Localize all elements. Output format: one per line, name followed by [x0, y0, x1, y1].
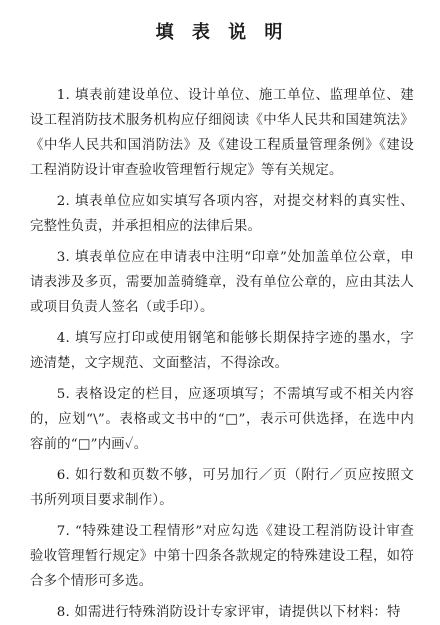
instruction-item-7: 7. “特殊建设工程情形”对应勾选《建设工程消防设计审查验收管理暂行规定》中第十四条各款规定的特殊建设工程，如符合多个情形可多选。 — [30, 524, 414, 589]
instruction-item-5: 5. 表格设定的栏目，应逐项填写；不需填写或不相关内容的，应划“\”。表格或文书中的“□”，表示可供选择，在选中内容前的“□”内画✓。 — [30, 387, 414, 452]
instruction-item-3: 3. 填表单位应在申请表中注明“印章”处加盖单位公章，申请表涉及多页，需要加盖骑缝章，没有单位公章的，应由其法人或项目负责人签名（或手印）。 — [30, 250, 414, 315]
instruction-item-6: 6. 如行数和页数不够，可另加行／页（附行／页应按照文书所列项目要求制作）。 — [30, 468, 414, 508]
instruction-item-8: 8. 如需进行特殊消防设计专家评审，请提供以下材料：特 — [56, 605, 401, 620]
document-title: 填 表 说 明 — [155, 22, 289, 43]
instruction-item-2: 2. 填表单位应如实填写各项内容，对提交材料的真实性、完整性负责，并承担相应的法律后果。 — [30, 194, 414, 234]
instruction-item-4: 4. 填写应打印或使用钢笔和能够长期保持字迹的墨水，字迹清楚，文字规范、文面整洁，不得涂改。 — [30, 331, 414, 371]
instructions-body — [30, 83, 414, 625]
instruction-item-1: 1. 填表前建设单位、设计单位、施工单位、监理单位、建设工程消防技术服务机构应仔细阅读《中华人民共和国建筑法》《中华人民共和国消防法》及《建设工程质量管理条例》《建设工程消防设计审查验收管理暂行规定》等有关规定。 — [30, 88, 414, 178]
